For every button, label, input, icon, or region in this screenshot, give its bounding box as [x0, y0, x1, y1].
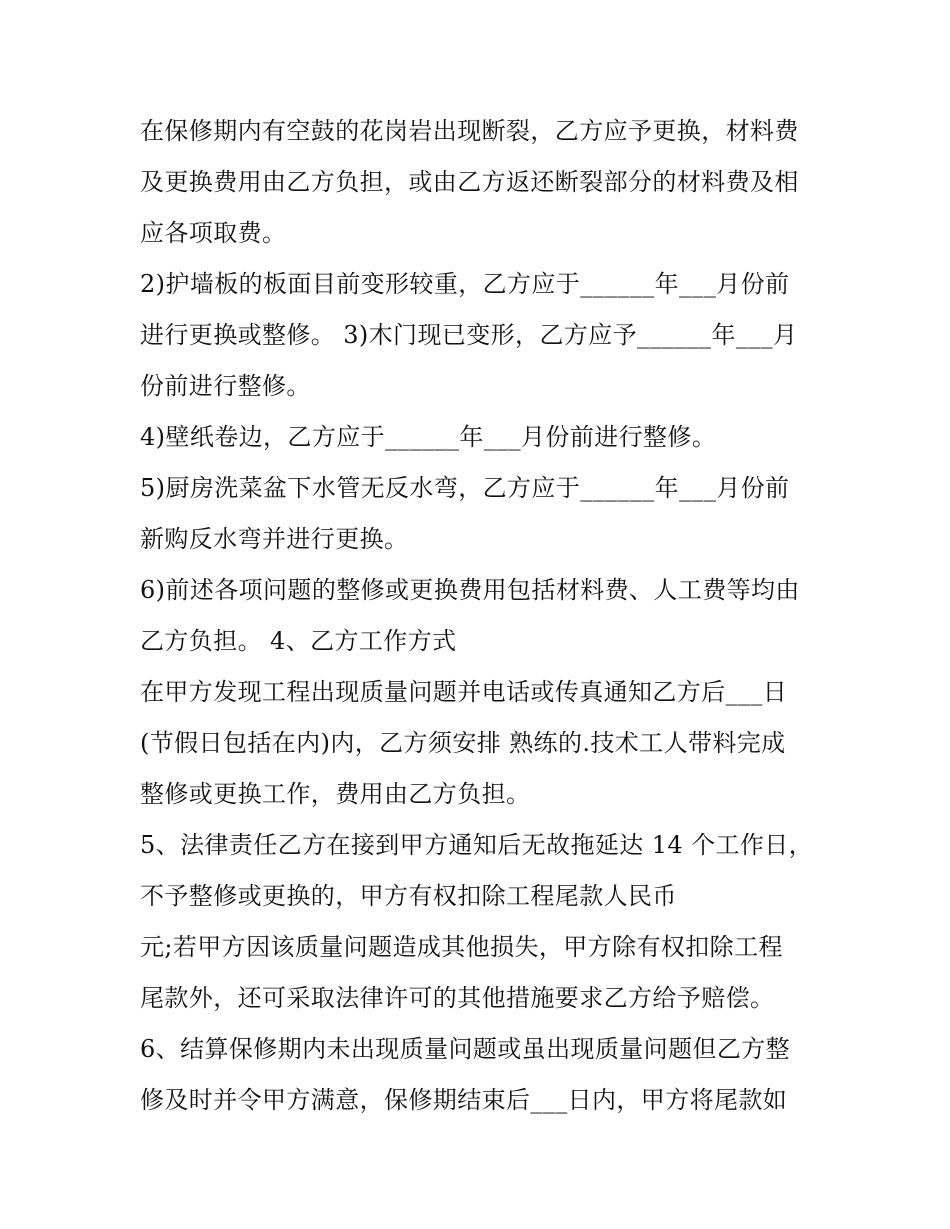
text-line: 尾款外，还可采取法律许可的其他措施要求乙方给予赔偿。 [140, 984, 775, 1012]
text-line: 在保修期内有空鼓的花岗岩出现断裂，乙方应予更换，材料费 [140, 117, 799, 145]
text-line: 及更换费用由乙方负担，或由乙方返还断裂部分的材料费及相 [140, 168, 799, 196]
text-line: 乙方负担。 4、乙方工作方式 [140, 627, 457, 655]
text-line: 4)壁纸卷边，乙方应于______年___月份前进行整修。 [140, 423, 717, 451]
document-body [140, 106, 840, 1126]
text-line: 2)护墙板的板面目前变形较重，乙方应于______年___月份前 [140, 270, 790, 298]
text-line: 在甲方发现工程出现质量问题并电话或传真通知乙方后___日 [140, 678, 788, 706]
text-line: 进行更换或整修。 3)木门现已变形，乙方应予______年___月 [140, 321, 798, 349]
text-line: 修及时并令甲方满意，保修期结束后___日内，甲方将尾款如 [140, 1086, 788, 1114]
text-line: (节假日包括在内)内，乙方须安排 熟练的.技术工人带料完成 [140, 729, 786, 757]
text-line: 5、法律责任乙方在接到甲方通知后无故拖延达 14 个工作日， [140, 831, 814, 859]
text-line: 元;若甲方因该质量问题造成其他损失，甲方除有权扣除工程 [140, 933, 783, 961]
text-line: 应各项取费。 [140, 219, 287, 247]
text-line: 6)前述各项问题的整修或更换费用包括材料费、人工费等均由 [140, 576, 800, 604]
text-line: 5)厨房洗菜盆下水管无反水弯，乙方应于______年___月份前 [140, 474, 790, 502]
text-line: 6、结算保修期内未出现质量问题或虽出现质量问题但乙方整 [140, 1035, 791, 1063]
text-line: 新购反水弯并进行更换。 [140, 525, 409, 553]
text-line: 整修或更换工作，费用由乙方负担。 [140, 780, 531, 808]
text-line: 不予整修或更换的，甲方有权扣除工程尾款人民币 [140, 882, 677, 910]
text-line: 份前进行整修。 [140, 372, 311, 400]
